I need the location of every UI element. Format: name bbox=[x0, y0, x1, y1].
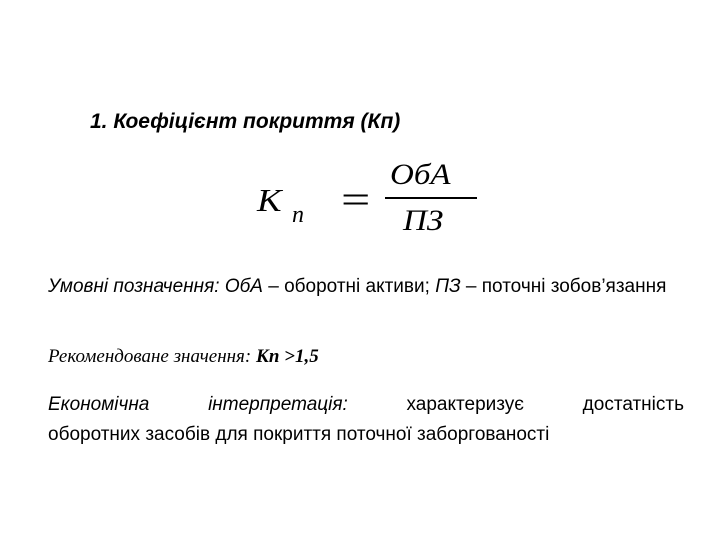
legend-paragraph bbox=[48, 272, 684, 302]
formula-numerator: ОбА bbox=[390, 158, 451, 191]
recommended-value: Кп >1,5 bbox=[255, 346, 319, 367]
legend-abbr-oba: ОбА bbox=[224, 276, 263, 297]
interpretation-paragraph bbox=[48, 390, 684, 450]
legend-def-pz: – поточні зобов’язання bbox=[465, 276, 667, 297]
recommended-label: Рекомендоване значення: bbox=[48, 346, 252, 367]
formula-denominator: ПЗ bbox=[403, 204, 444, 237]
slide-title: 1. Коефіцієнт покриття (Кп) bbox=[90, 110, 401, 133]
interpretation-text-word-1: характеризує bbox=[406, 394, 524, 415]
formula-fraction-bar bbox=[385, 197, 477, 199]
interpretation-label-word-2: інтерпретація: bbox=[208, 394, 348, 415]
legend-def-oba: – оборотні активи; bbox=[268, 276, 430, 297]
interpretation-label-word-1: Економічна bbox=[48, 394, 150, 415]
legend-label: Умовні позначення: bbox=[48, 276, 220, 297]
formula-lhs: K bbox=[257, 182, 282, 218]
interpretation-line-1 bbox=[48, 390, 684, 420]
interpretation-line-2: оборотних засобів для покриття поточної заборгованості bbox=[48, 424, 550, 445]
formula-lhs-subscript: п bbox=[292, 202, 304, 228]
coverage-ratio-formula bbox=[245, 158, 495, 248]
interpretation-text-word-2: достатність bbox=[582, 394, 684, 415]
recommended-paragraph bbox=[48, 342, 684, 372]
legend-abbr-pz: ПЗ bbox=[435, 276, 461, 297]
formula-equals-sign: = bbox=[341, 177, 371, 222]
